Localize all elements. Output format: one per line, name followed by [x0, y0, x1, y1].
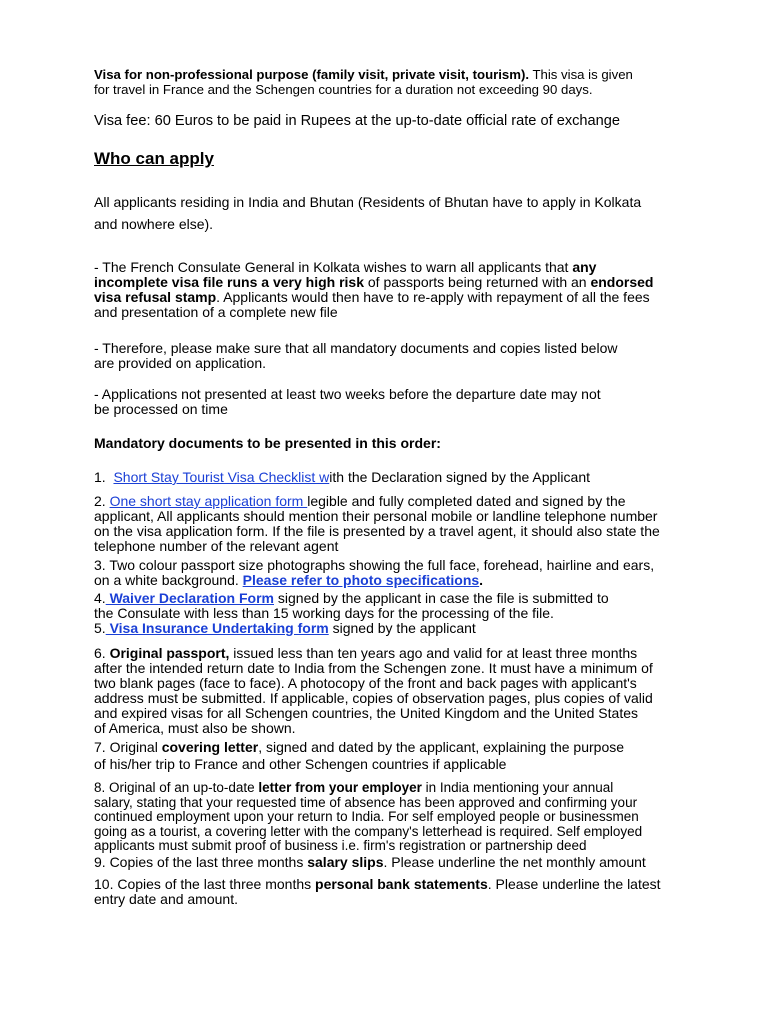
list-item-10: 10. Copies of the last three months personal bank statements. Please underline the latest entry date and amount.	[94, 876, 661, 907]
list-item-1: 1. Short Stay Tourist Visa Checklist with the Declaration signed by the Applicant	[94, 469, 590, 485]
list-item-3: 3. Two colour passport size photographs showing the full face, forehead, hairline and ears, on a white background. Please refer to photo specifications.	[94, 557, 655, 588]
intro-paragraph: Visa for non-professional purpose (family visit, private visit, tourism). This visa is given for travel in France and the Schengen countries for a duration not exceeding 90 days.	[94, 67, 633, 97]
insurance-undertaking-link[interactable]: Visa Insurance Undertaking form	[105, 620, 329, 636]
list-item-6: 6. Original passport, issued less than ten years ago and valid for at least three months after the intended return date to India from the Schengen zone. It must have a minimum of two blank pages (face to face). A photocopy of the front and back pages with applicant's address must be submitted. If applicable, copies of observation pages, plus copies of valid and expired visas for all Schengen countries, the United Kingdom and the United States of America, must also be shown.	[94, 645, 653, 736]
list-item-2: 2. One short stay application form legible and fully completed dated and signed by the applicant, All applicants should mention their personal mobile or landline telephone number on the visa application form. If the file is presented by a travel agent, it should also state the telephone number of the relevant agent	[94, 493, 660, 554]
photo-specifications-link[interactable]: Please refer to photo specifications	[242, 572, 480, 588]
therefore-paragraph: - Therefore, please make sure that all mandatory documents and copies listed below are provided on application.	[94, 340, 618, 371]
intro-title: Visa for non-professional purpose (family visit, private visit, tourism).	[94, 67, 530, 82]
list-item-9: 9. Copies of the last three months salary slips. Please underline the net monthly amount	[94, 854, 646, 870]
visa-fee: Visa fee: 60 Euros to be paid in Rupees at the up-to-date official rate of exchange	[94, 113, 620, 129]
list-item-5: 5. Visa Insurance Undertaking form signed by the applicant	[94, 620, 476, 636]
warning-paragraph: - The French Consulate General in Kolkata wishes to warn all applicants that any incomplete visa file runs a very high risk of passports being returned with an endorsed visa refusal stamp. Applicants would then have to re-apply with repayment of all the fees and presentation of a complete new file	[94, 259, 654, 320]
list-item-4: 4. Waiver Declaration Form signed by the applicant in case the file is submitted to the Consulate with less than 15 working days for the processing of the file.	[94, 590, 609, 621]
mandatory-heading: Mandatory documents to be presented in this order:	[94, 435, 441, 451]
applications-paragraph: - Applications not presented at least two weeks before the departure date may not be processed on time	[94, 386, 601, 417]
waiver-declaration-link[interactable]: Waiver Declaration Form	[105, 590, 274, 606]
checklist-link[interactable]: Short Stay Tourist Visa Checklist w	[113, 469, 330, 485]
who-can-apply-heading: Who can apply	[94, 149, 214, 168]
application-form-link[interactable]: One short stay application form	[109, 493, 308, 509]
list-item-7: 7. Original covering letter, signed and dated by the applicant, explaining the purpose of his/her trip to France and other Schengen countries if applicable	[94, 739, 625, 772]
who-can-apply-text: All applicants residing in India and Bhutan (Residents of Bhutan have to apply in Kolkata and nowhere else).	[94, 194, 642, 232]
list-item-8: 8. Original of an up-to-date letter from your employer in India mentioning your annual salary, stating that your requested time of absence has been approved and confirming your continued employment upon your return to India. For self employed people or businessmen going as a tourist, a covering letter with the company's letterhead is required. Self employed applicants must submit proof of business i.e. firm's registration or partnership deed	[94, 780, 643, 854]
